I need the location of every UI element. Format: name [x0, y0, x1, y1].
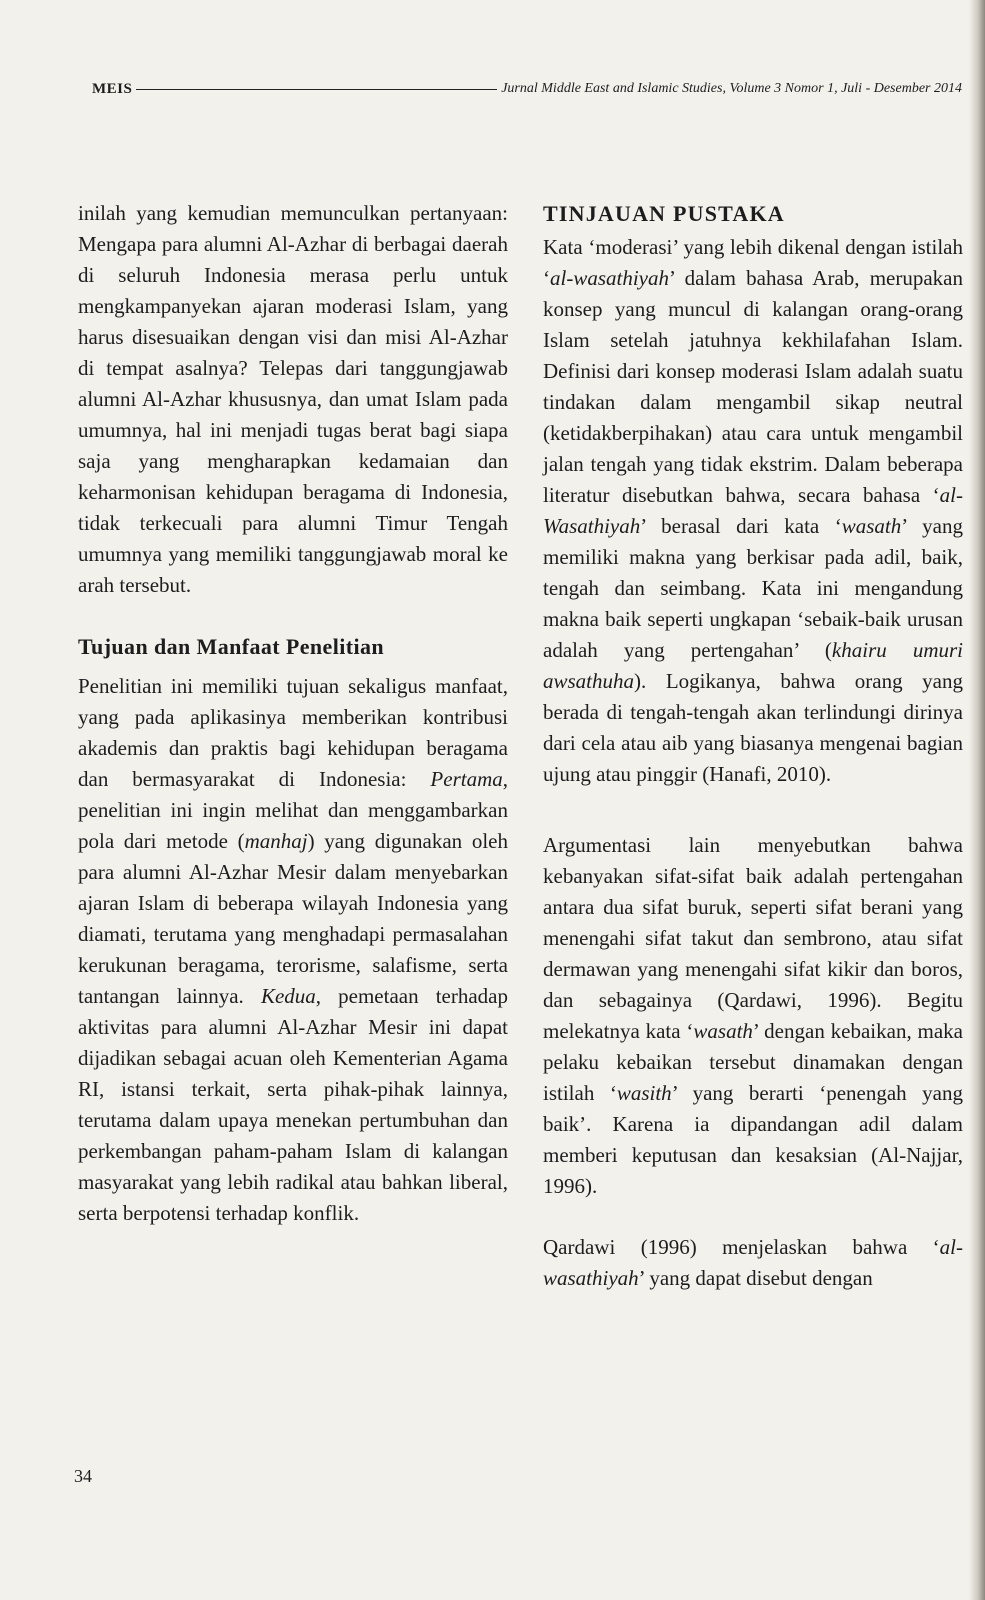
italic-term: Kedua: [260, 984, 316, 1008]
text-run: Qardawi (1996) menjelaskan bahwa ‘: [543, 1235, 940, 1259]
text-run: ’ yang berarti ‘penengah yang baik’. Karena ia dipandangan adil dalam memberi keputusan dan kesaksian (Al-Najjar, 1996).: [543, 1081, 963, 1198]
italic-term: khairu umuri awsathuha: [543, 638, 964, 693]
italic-term: al-wasathiyah: [543, 1235, 963, 1290]
italic-term: Pertama: [430, 767, 503, 791]
italic-term: al-Wasathiyah: [543, 483, 963, 538]
italic-term: wasith: [616, 1081, 672, 1105]
text-run: ). Logikanya, bahwa orang yang berada di tengah-tengah akan terlindungi dirinya dari cela atau aib yang biasanya mengenai bagian ujung atau pinggir (Hanafi, 2010).: [543, 669, 963, 786]
tinjauan-paragraph-1: [543, 232, 963, 790]
text-run: ’ dalam bahasa Arab, merupakan konsep yang muncul di kalangan orang-orang Islam setelah jatuhnya kekhilafahan Islam. Definisi dari konsep moderasi Islam adalah suatu tindakan dalam mengambil sikap neutral (ketidakberpihakan) atau cara untuk mengambil jalan tengah yang tidak ekstrim. Dalam beberapa literatur disebutkan bahwa, secara bahasa ‘: [543, 266, 963, 507]
page-number: 34: [74, 1466, 92, 1486]
italic-term: manhaj: [244, 829, 308, 853]
tinjauan-paragraph-3: [543, 1232, 963, 1294]
text-run: , pemetaan terhadap aktivitas para alumni Al-Azhar Mesir ini dapat dijadikan sebagai acuan oleh Kementerian Agama RI, istansi terkait, serta pihak-pihak lainnya, terutama dalam upaya menekan pertumbuhan dan perkembangan paham-paham Islam di kalangan masyarakat yang lebih radikal atau bahkan liberal, serta berpotensi terhadap konflik.: [78, 984, 508, 1225]
journal-title: Jurnal Middle East and Islamic Studies, Volume 3 Nomor 1, Juli - Desember 2014: [501, 81, 962, 96]
intro-paragraph: inilah yang kemudian memunculkan pertanyaan: Mengapa para alumni Al-Azhar di berbagai daerah di seluruh Indonesia merasa perlu untuk mengkampanyekan ajaran moderasi Islam, yang harus disesuaikan dengan visi dan misi Al-Azhar di tempat asalnya? Telepas dari tanggungjawab alumni Al-Azhar khususnya, dan umat Islam pada umumnya, hal ini menjadi tugas berat bagi siapa saja yang mengharapkan kedamaian dan keharmonisan kehidupan beragama di Indonesia, tidak terkecuali para alumni Timur Tengah umumnya yang memiliki tanggungjawab moral ke arah tersebut.: [78, 201, 508, 597]
running-header: [92, 78, 962, 100]
text-run: Penelitian ini memiliki tujuan sekaligus manfaat, yang pada aplikasinya memberikan kontribusi akademis dan praktis bagi kehidupan beragama dan bermasyarakat di Indonesia:: [78, 674, 508, 791]
italic-term: wasath: [693, 1019, 753, 1043]
text-run: ’ yang memiliki makna yang berkisar pada adil, baik, tengah dan seimbang. Kata ini mengandung makna baik seperti ungkapan ‘sebaik-baik urusan adalah yang pertengahan’ (: [543, 514, 963, 662]
italic-term: al-wasathiyah: [550, 266, 669, 290]
text-run: ’ dengan kebaikan, maka pelaku kebaikan tersebut dinamakan dengan istilah ‘: [543, 1019, 963, 1105]
text-run: ’ yang dapat disebut dengan: [638, 1266, 873, 1290]
text-run: Kata ‘moderasi’ yang lebih dikenal dengan istilah ‘: [543, 235, 963, 290]
left-column: [78, 198, 508, 1229]
text-run: ’ berasal dari kata ‘: [640, 514, 842, 538]
section-heading-tujuan: Tujuan dan Manfaat Penelitian: [78, 634, 385, 659]
italic-term: wasath: [841, 514, 902, 538]
text-run: Argumentasi lain menyebutkan bahwa kebanyakan sifat-sifat baik adalah pertengahan antara dua sifat buruk, seperti sifat berani yang menengahi sifat takut dan sembrono, atau sifat dermawan yang menengahi sifat kikir dan boros, dan sebagainya (Qardawi, 1996). Begitu melekatnya kata ‘: [543, 833, 963, 1043]
right-column: [543, 198, 963, 1294]
tinjauan-paragraph-2: [543, 830, 963, 1202]
text-run: ) yang digunakan oleh para alumni Al-Azhar Mesir dalam menyebarkan ajaran Islam di beberapa wilayah Indonesia yang diamati, terutama yang menghadapi permasalahan kerukunan beragama, terorisme, salafisme, serta tantangan lainnya.: [78, 829, 508, 1008]
text-run: , penelitian ini ingin melihat dan menggambarkan pola dari metode (: [78, 767, 508, 853]
section-heading-tinjauan: TINJAUAN PUSTAKA: [543, 201, 785, 226]
journal-abbreviation: MEIS: [92, 80, 133, 97]
tujuan-paragraph: [78, 671, 508, 1229]
page-binding-shadow: [969, 0, 985, 1600]
header-rule: [136, 89, 497, 90]
